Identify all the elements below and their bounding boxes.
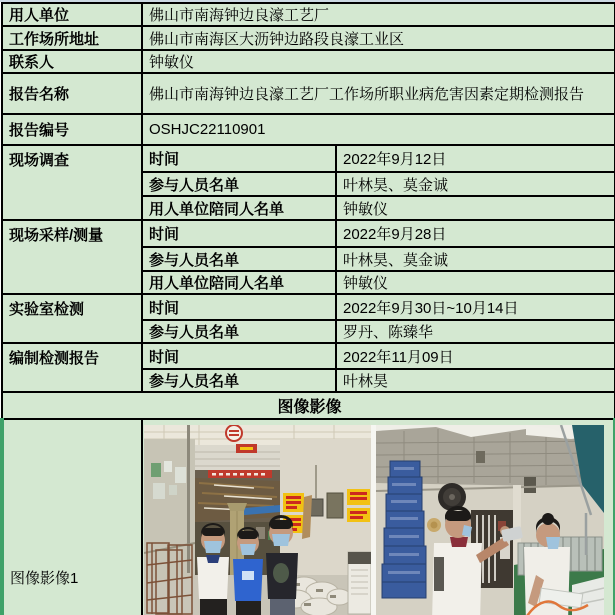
row-label: 现场采样/测量 (2, 220, 142, 294)
row-value: 佛山市南海钟边良濠工艺厂 (142, 3, 615, 26)
row-value: 2022年9月28日 (336, 220, 615, 247)
row-label: 用人单位 (2, 3, 142, 26)
table-row (2, 145, 615, 172)
row-value: 钟敏仪 (336, 196, 615, 220)
sub-label: 时间 (142, 145, 336, 172)
table-row (2, 3, 615, 26)
table-row (2, 392, 615, 419)
row-label: 现场调查 (2, 145, 142, 220)
photo-workshop-sampling (376, 425, 604, 615)
sub-label: 时间 (142, 294, 336, 320)
row-value: 2022年9月30日~10月14日 (336, 294, 615, 320)
row-value: 2022年9月12日 (336, 145, 615, 172)
row-label: 实验室检测 (2, 294, 142, 343)
table-row (2, 50, 615, 73)
sub-label: 参与人员名单 (142, 172, 336, 196)
table-row (2, 73, 615, 114)
row-value: 2022年11月09日 (336, 343, 615, 369)
images-section-header: 图像影像 (2, 392, 615, 419)
row-value: OSHJC22110901 (142, 114, 615, 145)
image-row-label: 图像影像1 (2, 419, 142, 615)
row-value: 叶林昊、莫金诚 (336, 247, 615, 271)
photo-factory-entrance (144, 425, 371, 615)
row-label: 报告名称 (2, 73, 142, 114)
row-value: 钟敏仪 (336, 271, 615, 294)
row-value: 佛山市南海钟边良濠工艺厂工作场所职业病危害因素定期检测报告 (142, 73, 615, 114)
row-value: 钟敏仪 (142, 50, 615, 73)
row-value: 叶林昊 (336, 369, 615, 392)
report-info-table (0, 2, 615, 615)
sub-label: 时间 (142, 220, 336, 247)
row-label: 工作场所地址 (2, 26, 142, 50)
table-row (2, 26, 615, 50)
table-row (2, 220, 615, 247)
table-row (2, 294, 615, 320)
row-value: 佛山市南海区大沥钟边路段良濠工业区 (142, 26, 615, 50)
row-label: 联系人 (2, 50, 142, 73)
table-row (2, 114, 615, 145)
row-label: 编制检测报告 (2, 343, 142, 392)
sub-label: 参与人员名单 (142, 320, 336, 343)
sub-label: 时间 (142, 343, 336, 369)
sub-label: 参与人员名单 (142, 369, 336, 392)
table-row (2, 343, 615, 369)
sub-label: 用人单位陪同人名单 (142, 271, 336, 294)
photo-strip (144, 425, 613, 615)
table-row (2, 419, 615, 615)
row-value: 叶林昊、莫金诚 (336, 172, 615, 196)
sub-label: 参与人员名单 (142, 247, 336, 271)
row-value: 罗丹、陈臻华 (336, 320, 615, 343)
images-cell (142, 419, 615, 615)
sub-label: 用人单位陪同人名单 (142, 196, 336, 220)
row-label: 报告编号 (2, 114, 142, 145)
